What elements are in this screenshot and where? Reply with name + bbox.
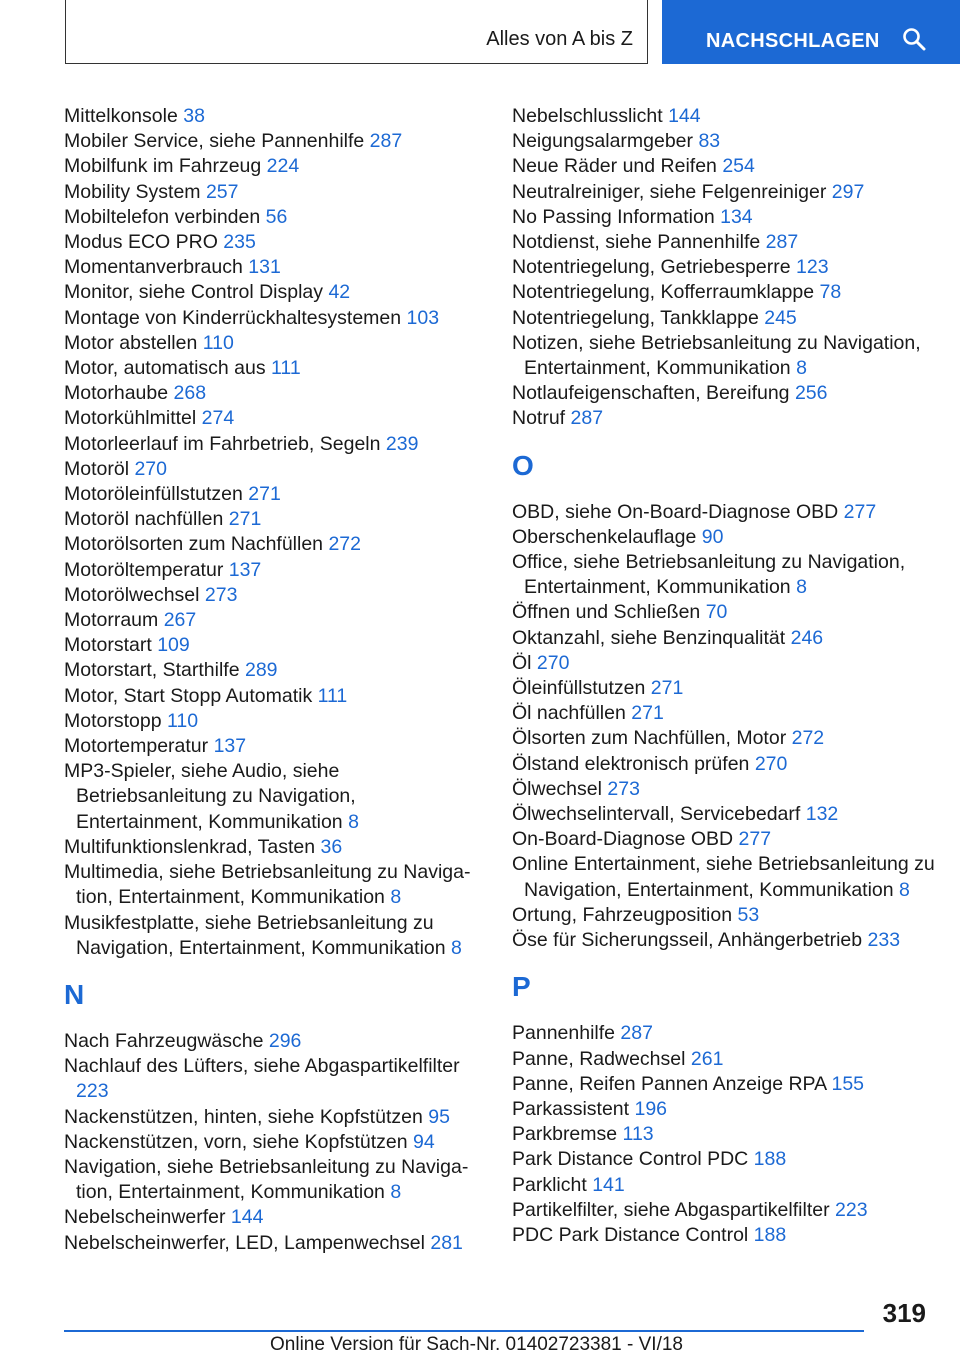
index-entry-term: Öse für Sicherungsseil, Anhängerbetrieb [512, 929, 868, 952]
index-entry-page-link[interactable]: 256 [794, 382, 828, 405]
index-entry [512, 500, 942, 525]
index-entry [512, 205, 942, 230]
index-entry-term: Panne, Reifen Pannen Anzeige RPA [512, 1072, 832, 1095]
index-entry [512, 726, 942, 751]
index-entry [512, 600, 942, 625]
index-entry-page-link[interactable]: 137 [213, 735, 247, 758]
index-entry [512, 180, 942, 205]
index-entry-page-link[interactable]: 8 [451, 936, 462, 959]
index-entry-term: Ölsorten zum Nachfüllen, Motor [512, 727, 792, 750]
index-entry-page-link[interactable]: 297 [831, 180, 865, 203]
index-entry-term: Nackenstützen, vorn, siehe Kopfstützen [64, 1130, 414, 1153]
page-number: 319 [882, 1298, 926, 1328]
index-entry [512, 154, 942, 179]
index-entry-term: Motorölsorten zum Nachfüllen [64, 533, 329, 556]
index-entry-term: Motorölwechsel [64, 583, 205, 606]
index-entry-term: Neue Räder und Reifen [512, 155, 723, 178]
index-entry-page-link[interactable]: 8 [899, 878, 910, 901]
index-entry-page-link[interactable]: 272 [328, 533, 361, 556]
index-entry-term: Nebelschlusslicht [512, 105, 669, 127]
index-entry [64, 381, 484, 406]
index-entry-page-link[interactable]: 8 [390, 1181, 402, 1204]
index-entry [512, 1072, 942, 1097]
index-entry-term: Mobilfunk im Fahrzeug [64, 155, 267, 178]
index-entry-term: Notentriegelung, Kofferraumklappe [512, 281, 820, 304]
index-entry [512, 827, 942, 852]
index-entry-page-link[interactable]: 90 [701, 525, 724, 548]
index-entry-page-link[interactable]: 281 [430, 1231, 463, 1254]
index-entry-page-link[interactable]: 83 [698, 130, 721, 153]
index-letter-heading: O [512, 449, 534, 481]
index-entry-term: Panne, Radwechsel [512, 1047, 691, 1070]
index-entry-page-link[interactable]: 70 [705, 601, 728, 624]
index-entry-term: Notruf [512, 407, 571, 430]
index-entry-page-link[interactable]: 267 [163, 609, 197, 632]
index-entry [64, 406, 484, 431]
index-entry [64, 1155, 484, 1205]
index-entry-page-link[interactable]: 188 [753, 1148, 787, 1171]
index-entry-term: Mobiler Service, siehe Pannenhilfe [64, 130, 370, 153]
index-entry-term: Nebelscheinwerfer, LED, Lampenwechsel [64, 1231, 431, 1254]
index-entry-page-link[interactable]: 223 [76, 1080, 109, 1103]
index-entry-page-link[interactable]: 268 [173, 382, 207, 405]
index-entry [512, 852, 942, 902]
index-entry-term: Ortung, Fahrzeugposition [512, 903, 738, 926]
index-entry [64, 1054, 484, 1104]
index-entry-page-link[interactable]: 254 [722, 155, 755, 178]
index-entry-term: MP3-Spieler, siehe Audio, siehe Betriebsanleitung zu Navigation, Entertainment, Kommunikation [64, 760, 356, 833]
index-entry-page-link[interactable]: 287 [620, 1022, 653, 1045]
index-entry-page-link[interactable]: 144 [668, 105, 701, 127]
index-entry-term: Motorstart, Starthilfe [64, 659, 245, 682]
index-entry-term: Notizen, siehe Betriebsanleitung zu Navigation, Entertainment, Kommunikation [512, 331, 921, 380]
index-entry-page-link[interactable]: 94 [413, 1130, 435, 1153]
index-entry-page-link[interactable]: 103 [406, 306, 440, 329]
index-entry-term: Mobiltelefon verbinden [64, 205, 266, 228]
index-entry [64, 709, 484, 734]
index-entry-term: Parkassistent [512, 1097, 635, 1120]
index-entry-page-link[interactable]: 273 [607, 777, 640, 800]
index-entry [64, 1231, 484, 1256]
index-entry-page-link[interactable]: 233 [867, 929, 901, 952]
index-entry-page-link[interactable]: 36 [320, 835, 343, 858]
index-entry [512, 1198, 942, 1223]
index-entry [512, 1173, 942, 1198]
index-entry [64, 608, 484, 633]
index-entry [512, 255, 942, 280]
index-entry-page-link[interactable]: 95 [428, 1105, 450, 1128]
index-letter-heading: N [64, 978, 85, 1010]
index-entry [512, 280, 942, 305]
index-entry-page-link[interactable]: 273 [204, 583, 238, 606]
index-entry-page-link[interactable]: 272 [791, 727, 825, 750]
section-title: Alles von A bis Z [486, 28, 633, 50]
index-entry [64, 911, 484, 961]
index-entry [512, 1147, 942, 1172]
index-entry-page-link[interactable]: 141 [592, 1173, 625, 1196]
index-entry-page-link[interactable]: 109 [157, 634, 190, 657]
index-entry-term: OBD, siehe On-Board-Diagnose OBD [512, 500, 844, 523]
index-entry [64, 532, 484, 557]
index-entry-page-link[interactable]: 245 [764, 306, 797, 329]
index-entry [64, 180, 484, 205]
index-entry-term: Motoröl nachfüllen [64, 508, 229, 531]
index-entry [512, 651, 942, 676]
index-entry [64, 860, 484, 910]
index-entry [64, 558, 484, 583]
index-entry-page-link[interactable]: 270 [754, 752, 788, 775]
index-entry-term: Partikelfilter, siehe Abgaspartikelfilter [512, 1198, 835, 1221]
index-entry-term: Oberschenkelauflage [512, 525, 702, 548]
index-entry-page-link[interactable]: 8 [390, 886, 402, 909]
footer-text: Online Version für Sach-Nr. 01402723381 - VI/18 [270, 1334, 683, 1355]
index-entry-term: Motorraum [64, 609, 164, 632]
index-entry-term: Motoröleinfüllstutzen [64, 483, 249, 506]
index-entry-term: Multifunktionslenkrad, Tasten [64, 835, 321, 858]
index-entry [64, 255, 484, 280]
index-entry-term: Office, siehe Betriebsanleitung zu Navigation, Entertainment, Kommunikation [512, 551, 906, 599]
index-entry-page-link[interactable]: 132 [805, 803, 839, 826]
index-entry [64, 331, 484, 356]
index-entry [64, 734, 484, 759]
index-entry-page-link[interactable]: 8 [796, 357, 807, 380]
index-entry-page-link[interactable]: 271 [650, 677, 684, 700]
search-icon[interactable] [902, 27, 926, 51]
index-entry [512, 306, 942, 331]
index-entry-term: Park Distance Control PDC [512, 1148, 754, 1171]
index-entry [64, 633, 484, 658]
index-entry-term: Motorkühlmittel [64, 407, 202, 430]
index-entry-term: Motor, Start Stopp Automatik [64, 684, 318, 707]
index-entry-term: Notentriegelung, Getriebesperre [512, 256, 796, 279]
index-entry-page-link[interactable]: 296 [268, 1029, 302, 1052]
index-entry [512, 802, 942, 827]
index-entry-term: Ölwechselintervall, Servicebedarf [512, 803, 806, 826]
index-entry-page-link[interactable]: 53 [737, 903, 760, 926]
index-entry-term: Multimedia, siehe Betriebsanleitung zu Navigation, Entertainment, Kommunikation [64, 861, 471, 909]
index-entry-term: On-Board-Diagnose OBD [512, 828, 739, 851]
index-entry [512, 626, 942, 651]
index-entry-page-link[interactable]: 224 [266, 155, 300, 178]
index-column-right [512, 104, 942, 1248]
section-header [65, 0, 648, 64]
index-entry [512, 752, 942, 777]
index-entry [64, 104, 484, 129]
index-entry-page-link[interactable]: 271 [228, 508, 262, 531]
index-entry [512, 525, 942, 550]
index-entry-term: Öleinfüllstutzen [512, 677, 651, 700]
index-entry [64, 583, 484, 608]
index-entry-term: Motoröl [64, 457, 135, 480]
index-entry-term: Navigation, siehe Betriebsanleitung zu Navigation, Entertainment, Kommunikation [64, 1155, 469, 1204]
index-entry-term: Nachlauf des Lüfters, siehe Abgaspartikelfilter [64, 1055, 460, 1078]
index-entry [64, 684, 484, 709]
index-entry [512, 381, 942, 406]
index-entry [64, 205, 484, 230]
index-letter-heading: P [512, 971, 531, 1003]
index-entry-term: Öl nachfüllen [512, 702, 632, 725]
index-entry-page-link[interactable]: 257 [205, 180, 239, 203]
index-entry-term: Motor, automatisch aus [64, 357, 272, 380]
index-entry-term: Motorstart [64, 634, 158, 657]
index-entry-page-link[interactable]: 131 [248, 256, 281, 279]
index-entry-page-link[interactable]: 8 [796, 576, 807, 599]
index-entry [64, 658, 484, 683]
index-entry-term: Oktanzahl, siehe Benzinqualität [512, 626, 791, 649]
index-entry-page-link[interactable]: 287 [369, 130, 403, 153]
index-entry [512, 903, 942, 928]
index-entry-page-link[interactable]: 134 [720, 205, 753, 228]
index-entry [64, 507, 484, 532]
index-entry-page-link[interactable]: 42 [328, 281, 351, 304]
index-entry-page-link[interactable]: 287 [765, 231, 799, 254]
index-entry-page-link[interactable]: 38 [183, 105, 205, 127]
index-entry-term: Motoröltemperatur [64, 558, 229, 581]
index-entry-term: Motortemperatur [64, 735, 214, 758]
index-entry [64, 457, 484, 482]
index-entry-term: Monitor, siehe Control Display [64, 281, 329, 304]
index-entry-page-link[interactable]: 113 [622, 1123, 654, 1146]
index-entry [64, 482, 484, 507]
index-entry-term: Momentanverbrauch [64, 256, 249, 279]
index-entry-page-link[interactable]: 235 [223, 231, 256, 254]
index-entry [512, 777, 942, 802]
index-entry-term: Notentriegelung, Tankklappe [512, 306, 765, 329]
index-entry [512, 701, 942, 726]
index-entry-term: Notdienst, siehe Pannenhilfe [512, 231, 766, 254]
index-entry-page-link[interactable]: 188 [753, 1223, 787, 1246]
index-entry [64, 230, 484, 255]
index-entry-term: Online Entertainment, siehe Betriebsanleitung zu Navigation, Entertainment, Kommunikation [512, 853, 935, 901]
index-entry-page-link[interactable]: 223 [835, 1198, 868, 1221]
footer-divider [64, 1330, 864, 1332]
index-entry [512, 928, 942, 953]
index-entry-term: Motorleerlauf im Fahrbetrieb, Segeln [64, 432, 386, 455]
index-entry-term: Mittelkonsole [64, 105, 184, 127]
index-entry-page-link[interactable]: 111 [271, 357, 301, 380]
tab-nachschlagen-label: NACHSCHLAGEN [706, 29, 880, 52]
index-entry-page-link[interactable]: 239 [385, 432, 419, 455]
index-entry-page-link[interactable]: 287 [570, 407, 604, 430]
index-entry-term: Öffnen und Schließen [512, 601, 706, 624]
index-entry-term: Notlaufeigenschaften, Bereifung [512, 382, 795, 405]
index-entry [64, 1205, 484, 1230]
index-entry-page-link[interactable]: 155 [831, 1072, 865, 1095]
index-entry-page-link[interactable]: 271 [631, 702, 664, 725]
index-entry-page-link[interactable]: 270 [536, 651, 570, 674]
index-entry-term: Motor abstellen [64, 331, 203, 354]
index-entry-page-link[interactable]: 289 [244, 659, 278, 682]
index-entry [512, 104, 942, 129]
index-entry-page-link[interactable]: 56 [265, 205, 288, 228]
index-entry [64, 356, 484, 381]
index-entry-page-link[interactable]: 271 [248, 483, 281, 506]
index-entry [64, 1130, 484, 1155]
index-entry-term: Pannenhilfe [512, 1022, 621, 1045]
index-entry-page-link[interactable]: 261 [690, 1047, 724, 1070]
index-column-left [64, 104, 484, 1256]
index-entry-term: Nebelscheinwerfer [64, 1206, 231, 1229]
index-entry-term: Motorstopp [64, 709, 167, 732]
index-entry [512, 1047, 942, 1072]
index-entry-page-link[interactable]: 137 [228, 558, 262, 581]
index-entry [512, 406, 942, 431]
index-entry-term: Parkbremse [512, 1123, 623, 1146]
index-entry [512, 676, 942, 701]
index-entry-page-link[interactable]: 111 [317, 684, 348, 707]
index-entry [64, 280, 484, 305]
index-entry-term: Mobility System [64, 180, 206, 203]
index-entry-page-link[interactable]: 277 [738, 828, 772, 851]
index-entry [512, 1097, 942, 1122]
index-entry-term: Öl [512, 651, 537, 674]
index-entry [64, 432, 484, 457]
tab-nachschlagen[interactable] [662, 0, 960, 64]
index-entry-page-link[interactable]: 110 [202, 331, 234, 354]
index-entry-term: Montage von Kinderrückhaltesystemen [64, 306, 407, 329]
index-entry-term: Nach Fahrzeugwäsche [64, 1029, 269, 1052]
index-entry-page-link[interactable]: 123 [796, 256, 829, 279]
index-entry-term: Ölwechsel [512, 777, 608, 800]
index-entry [64, 759, 484, 835]
index-entry [64, 306, 484, 331]
index-entry [512, 129, 942, 154]
index-entry [64, 1029, 484, 1054]
index-entry-term: No Passing Information [512, 205, 721, 228]
index-entry-page-link[interactable]: 246 [790, 626, 824, 649]
index-entry-page-link[interactable]: 110 [166, 709, 199, 732]
index-entry-page-link[interactable]: 274 [201, 407, 235, 430]
index-entry-term: Parklicht [512, 1173, 593, 1196]
index-entry [64, 154, 484, 179]
index-entry [64, 835, 484, 860]
index-entry [512, 1021, 942, 1046]
index-entry-term: Neigungsalarmgeber [512, 130, 699, 153]
index-entry [64, 1105, 484, 1130]
index-entry [512, 230, 942, 255]
index-entry-term: Modus ECO PRO [64, 231, 224, 254]
index-entry [512, 1122, 942, 1147]
index-entry [512, 1223, 942, 1248]
index-entry-term: Neutralreiniger, siehe Felgenreiniger [512, 180, 832, 203]
index-entry-page-link[interactable]: 270 [134, 457, 167, 480]
index-entry-term: PDC Park Distance Control [512, 1223, 754, 1246]
index-entry [64, 129, 484, 154]
index-entry-page-link[interactable]: 196 [634, 1097, 668, 1120]
index-entry-page-link[interactable]: 277 [843, 500, 877, 523]
index-entry-term: Nackenstützen, hinten, siehe Kopfstützen [64, 1105, 429, 1128]
index-entry-term: Musikfestplatte, siehe Betriebsanleitung zu Navigation, Entertainment, Kommunikation [64, 911, 452, 959]
index-entry-term: Motorhaube [64, 382, 174, 405]
index-entry-page-link[interactable]: 144 [230, 1206, 264, 1229]
index-entry-term: Ölstand elektronisch prüfen [512, 752, 755, 775]
index-entry-page-link[interactable]: 8 [348, 810, 359, 833]
index-entry [512, 550, 942, 600]
index-entry [512, 331, 942, 381]
index-entry-page-link[interactable]: 78 [819, 281, 842, 304]
